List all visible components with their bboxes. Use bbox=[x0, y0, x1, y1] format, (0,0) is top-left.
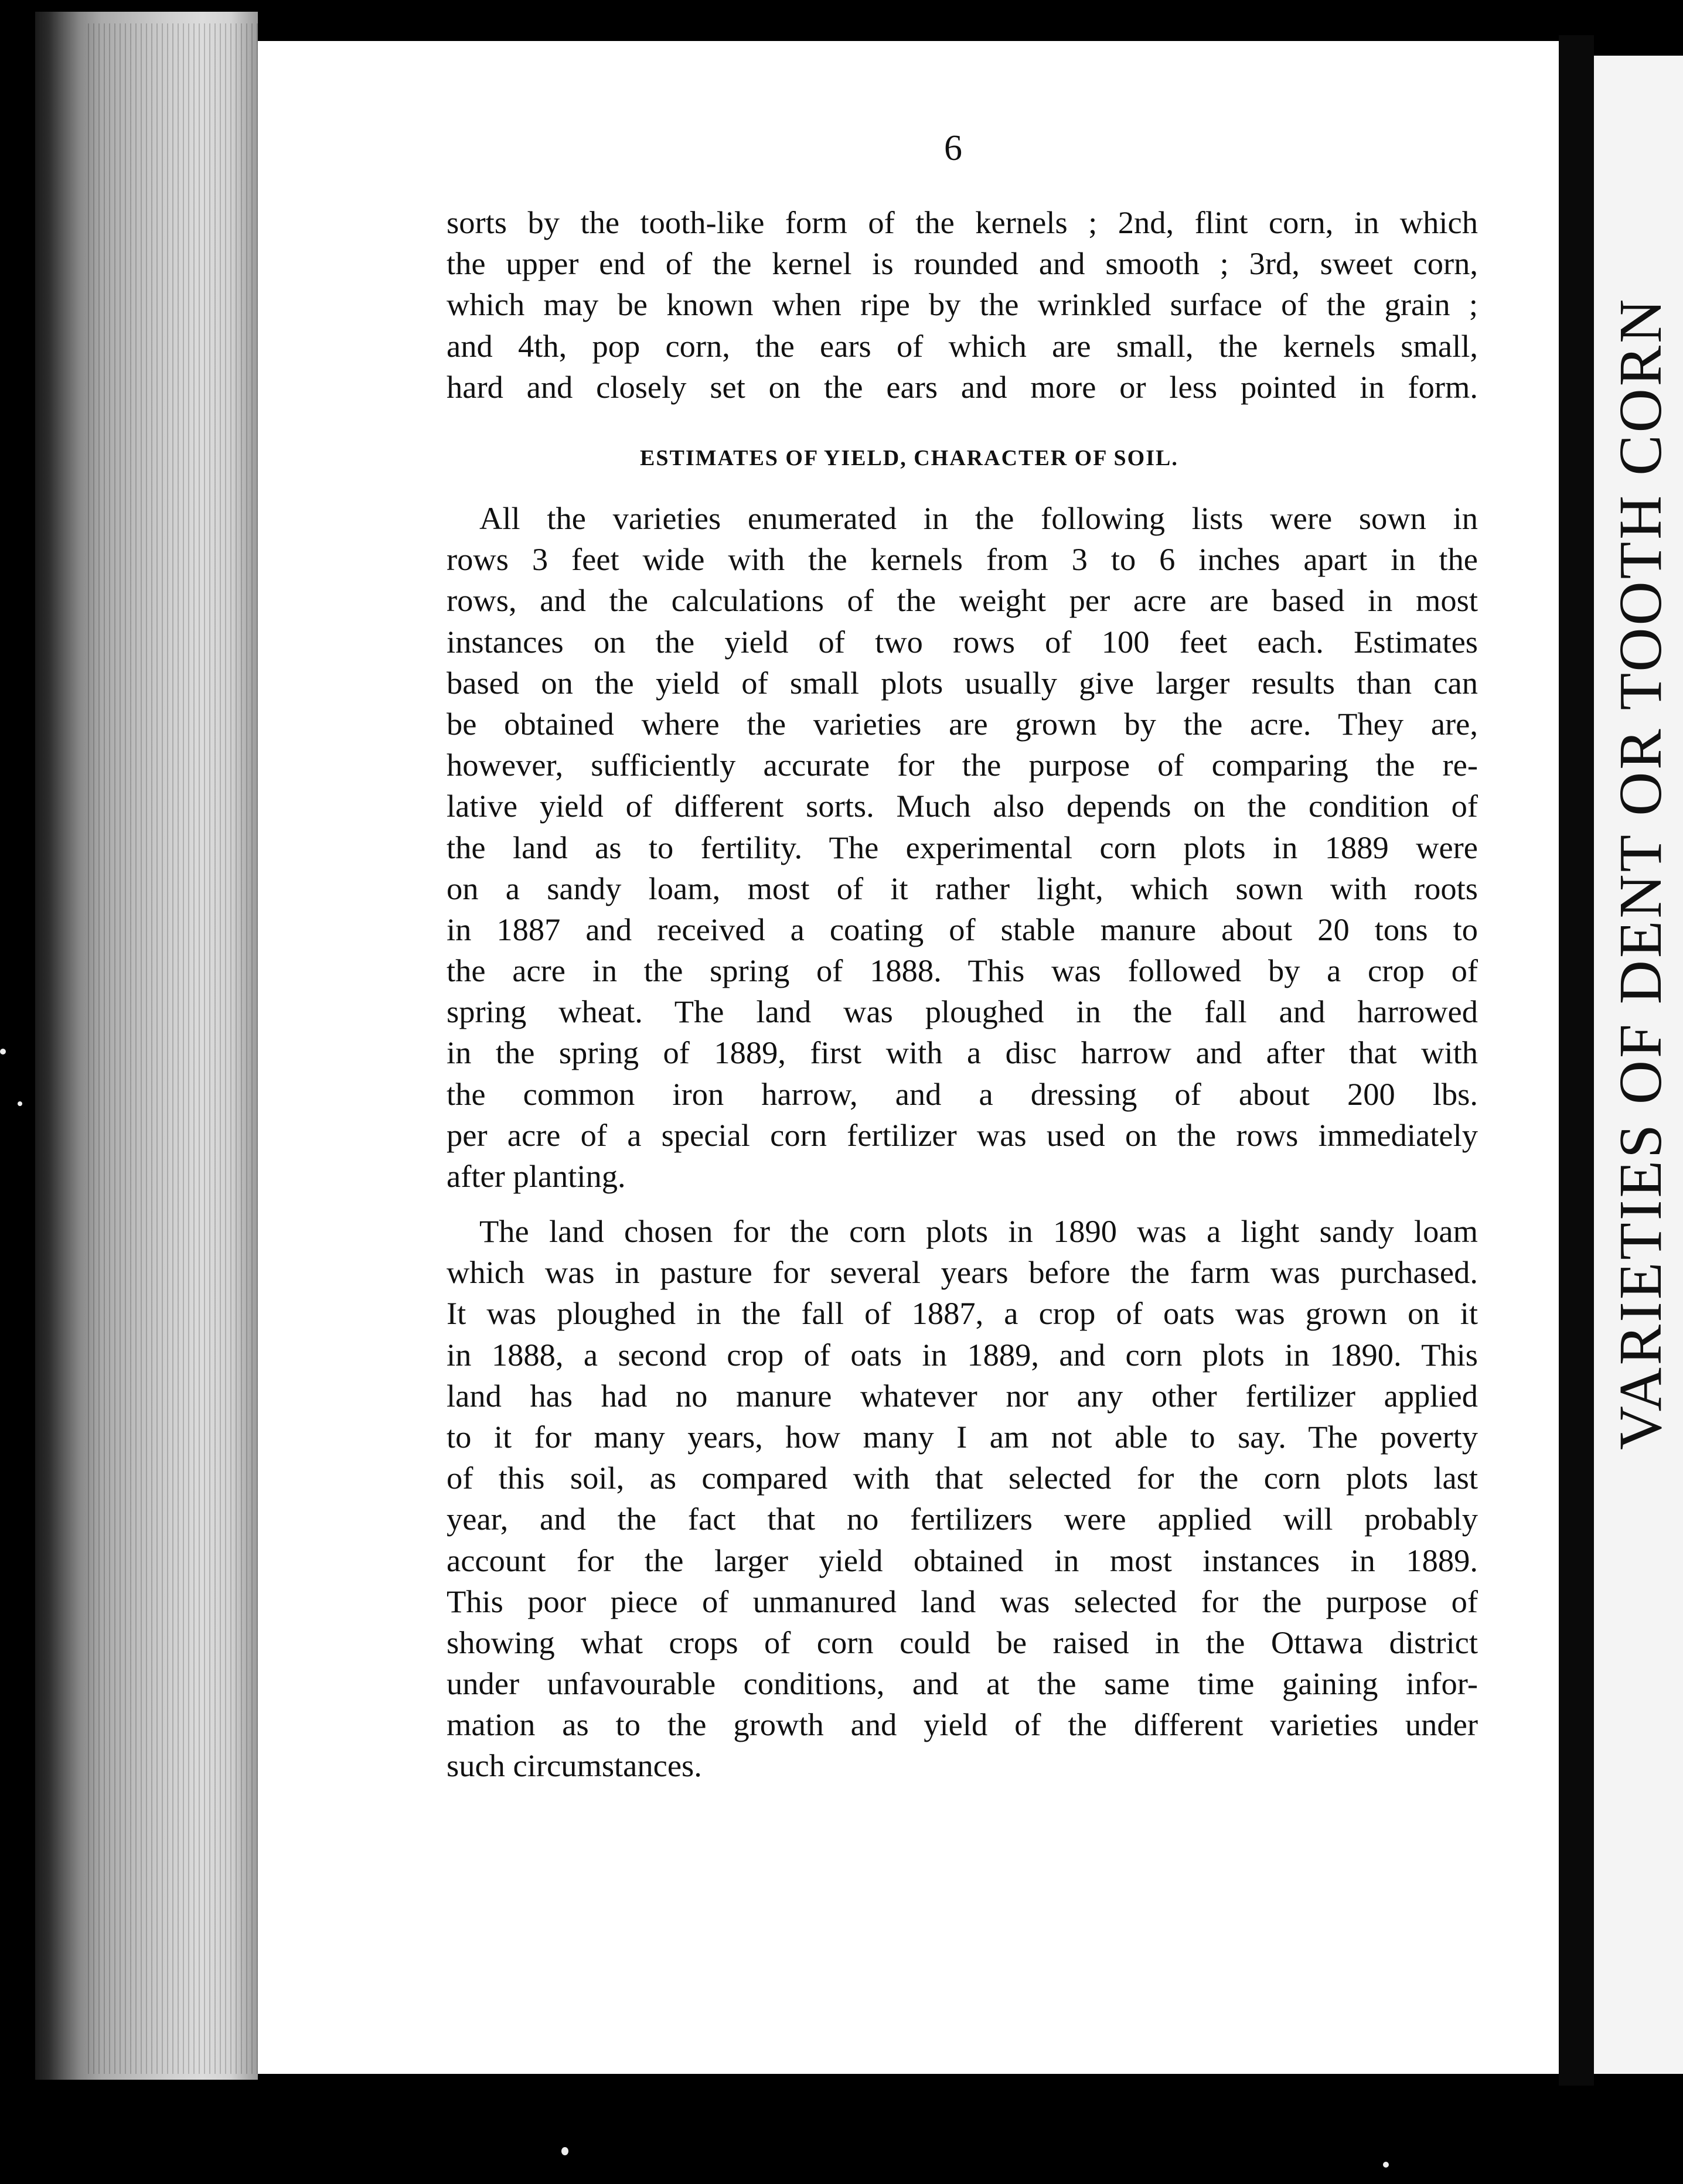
section-heading: ESTIMATES OF YIELD, CHARACTER OF SOIL. bbox=[640, 446, 1178, 470]
paragraph-3-line: showing what crops of corn could be raised in the Ottawa district bbox=[447, 1624, 1478, 1660]
paragraph-1-line: which may be known when ripe by the wrinkled surface of the grain ; bbox=[447, 286, 1478, 323]
paragraph-3-line: mation as to the growth and yield of the different varieties under bbox=[447, 1707, 1478, 1743]
paragraph-1-line: and 4th, pop corn, the ears of which are small, the kernels small, bbox=[447, 327, 1478, 364]
paragraph-2-line: on a sandy loam, most of it rather light, which sown with roots bbox=[447, 870, 1478, 906]
paragraph-3-line: such circumstances. bbox=[447, 1748, 702, 1784]
paragraph-2-line: per acre of a special corn fertilizer was used on the rows immediately bbox=[447, 1117, 1478, 1153]
paragraph-2-line: the common iron harrow, and a dressing of about 200 lbs. bbox=[447, 1076, 1478, 1112]
scan-speck bbox=[0, 1049, 6, 1055]
paragraph-3-line: in 1888, a second crop of oats in 1889, and corn plots in 1890. This bbox=[447, 1336, 1478, 1373]
paragraph-2-line: based on the yield of small plots usually give larger results than can bbox=[447, 664, 1478, 701]
paragraph-2-line: All the varieties enumerated in the following lists were sown in bbox=[479, 500, 1478, 536]
paragraph-2-line: lative yield of different sorts. Much also depends on the condition of bbox=[447, 788, 1478, 824]
paragraph-2-line: the land as to fertility. The experimental corn plots in 1889 were bbox=[447, 829, 1478, 865]
scan-speck bbox=[1383, 2162, 1389, 2168]
adjacent-page bbox=[1594, 56, 1683, 2074]
scan-speck bbox=[561, 2147, 568, 2155]
paragraph-1-line: hard and closely set on the ears and more or less pointed in form. bbox=[447, 368, 1478, 405]
scan-speck bbox=[18, 1101, 22, 1106]
paragraph-3-line: The land chosen for the corn plots in 1890 was a light sandy loam bbox=[479, 1213, 1478, 1249]
paragraph-2-line: instances on the yield of two rows of 100 feet each. Estimates bbox=[447, 623, 1478, 660]
paragraph-1-line: sorts by the tooth-like form of the kernels ; 2nd, flint corn, in which bbox=[447, 204, 1478, 240]
page-number: 6 bbox=[944, 128, 962, 168]
paragraph-2-line: in the spring of 1889, first with a disc harrow and after that with bbox=[447, 1035, 1478, 1071]
paragraph-3-line: land has had no manure whatever nor any other fertilizer applied bbox=[447, 1377, 1478, 1414]
paragraph-3-line: year, and the fact that no fertilizers were applied will probably bbox=[447, 1501, 1478, 1537]
paragraph-2 bbox=[447, 498, 1478, 1197]
paragraph-3-line: This poor piece of unmanured land was selected for the purpose of bbox=[447, 1583, 1478, 1619]
paragraph-3 bbox=[447, 1211, 1478, 1787]
paragraph-2-line: rows, and the calculations of the weight per acre are based in most bbox=[447, 582, 1478, 619]
paragraph-2-line: spring wheat. The land was ploughed in the fall and harrowed bbox=[447, 994, 1478, 1030]
paragraph-2-line: be obtained where the varieties are grown by the acre. They are, bbox=[447, 705, 1478, 742]
paragraph-2-line: the acre in the spring of 1888. This was followed by a crop of bbox=[447, 953, 1478, 989]
adjacent-page-running-title: VARIETIES OF DENT OR TOOTH CORN bbox=[1607, 296, 1674, 1450]
paragraph-2-line: rows 3 feet wide with the kernels from 3 to 6 inches apart in the bbox=[447, 541, 1478, 578]
paragraph-3-line: of this soil, as compared with that selected for the corn plots last bbox=[447, 1460, 1478, 1496]
paragraph-3-line: under unfavourable conditions, and at the same time gaining infor- bbox=[447, 1666, 1478, 1702]
paragraph-2-line: in 1887 and received a coating of stable manure about 20 tons to bbox=[447, 911, 1478, 947]
book-gutter bbox=[1559, 35, 1594, 2086]
paragraph-2-line: after planting. bbox=[447, 1158, 626, 1194]
paragraph-3-line: It was ploughed in the fall of 1887, a crop of oats was grown on it bbox=[447, 1295, 1478, 1332]
paragraph-1-line: the upper end of the kernel is rounded and smooth ; 3rd, sweet corn, bbox=[447, 245, 1478, 282]
paragraph-3-line: to it for many years, how many I am not able to say. The poverty bbox=[447, 1418, 1478, 1455]
paragraph-3-line: account for the larger yield obtained in most instances in 1889. bbox=[447, 1542, 1478, 1578]
paragraph-3-line: which was in pasture for several years before the farm was purchased. bbox=[447, 1254, 1478, 1291]
page-edge-lines bbox=[88, 23, 258, 2074]
paragraph-1 bbox=[447, 202, 1478, 408]
paragraph-2-line: however, sufficiently accurate for the purpose of comparing the re- bbox=[447, 747, 1478, 783]
